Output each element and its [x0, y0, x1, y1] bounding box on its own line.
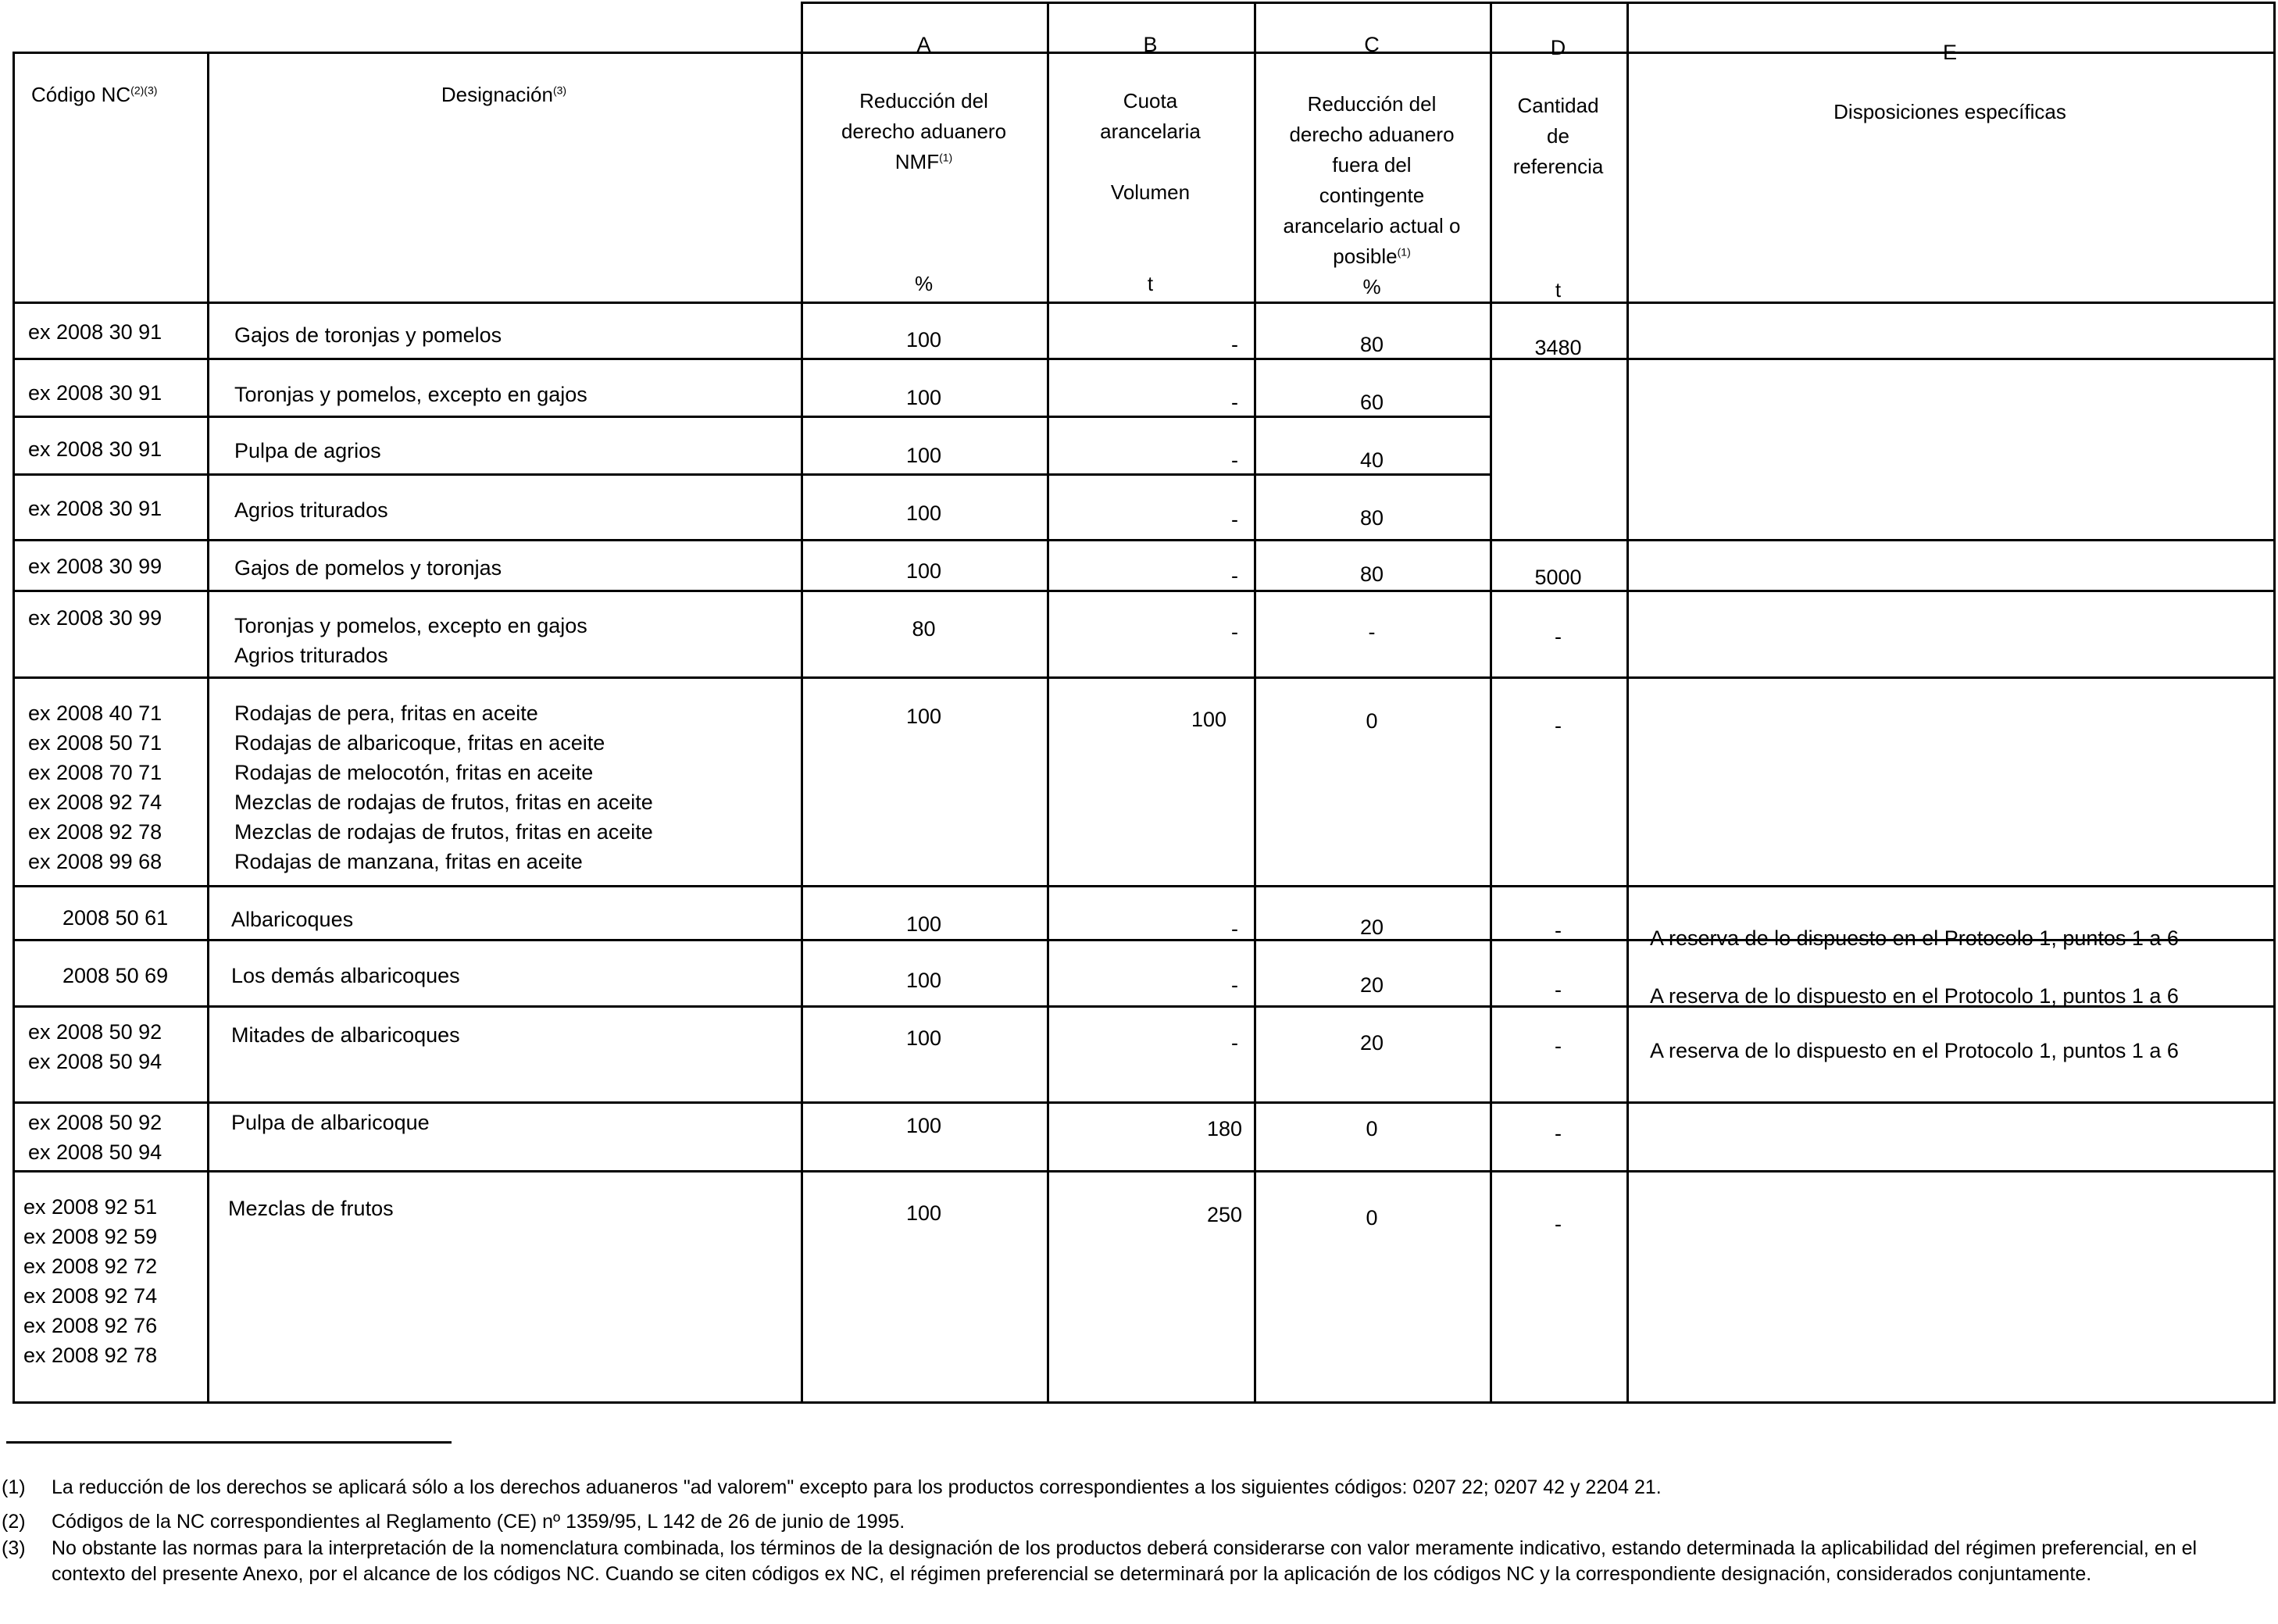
row-a-value: 100 — [905, 444, 942, 467]
row-a-value: 100 — [905, 386, 942, 409]
row-d-value: - — [1555, 1034, 1562, 1058]
rule — [2273, 2, 2276, 1404]
row-designation: Toronjas y pomelos, excepto en gajos Agrios triturados — [234, 614, 587, 667]
row-d-value: 3480 — [1534, 336, 1582, 359]
row-c-value: 80 — [1359, 333, 1384, 356]
footnote-number: (3) — [2, 1537, 26, 1559]
header-a-label: Reducción del derecho aduanero NMF — [841, 89, 1007, 173]
row-d-value: - — [1555, 625, 1562, 648]
row-designation: Mezclas de frutos — [228, 1197, 394, 1220]
row-codes: ex 2008 30 91 — [28, 320, 162, 344]
row-codes: ex 2008 50 92 ex 2008 50 94 — [28, 1111, 162, 1164]
row-codes: ex 2008 30 91 — [28, 381, 162, 405]
row-codes: 2008 50 61 — [62, 906, 169, 930]
rule — [12, 1101, 2276, 1104]
row-c-value: 20 — [1359, 916, 1384, 939]
row-codes: ex 2008 50 92 ex 2008 50 94 — [28, 1020, 162, 1073]
row-b-value: - — [1231, 973, 1238, 997]
header-c-unit: % — [1362, 275, 1381, 298]
row-e-provision: A reserva de lo dispuesto en el Protocolo 1, puntos 1 a 6 — [1650, 984, 2179, 1008]
column-letter-c: C — [1364, 33, 1380, 56]
row-b-value: - — [1231, 917, 1238, 940]
row-designation: Gajos de pomelos y toronjas — [234, 556, 502, 580]
row-d-value: - — [1555, 978, 1562, 1001]
row-codes: ex 2008 92 51 ex 2008 92 59 ex 2008 92 72 ex 2008 92 74 ex 2008 92 76 ex 2008 92 78 — [23, 1195, 158, 1367]
rule — [12, 302, 2276, 304]
header-codigo-label: Código NC — [31, 83, 131, 106]
footnote-text: No obstante las normas para la interpretación de la nomenclatura combinada, los términos de la designación de los productos deberá considerarse con valor meramente indicativo, estando determinada la aplicabilidad del régimen preferencial, en el contexto del presente Anexo, por el alcance de los códigos NC. Cuando se citen códigos ex NC, el régimen preferencial se determinará por la aplicación de los códigos NC y la correspondiente designación, considerados conjuntamente. — [52, 1537, 2198, 1585]
row-e-provision: A reserva de lo dispuesto en el Protocolo 1, puntos 1 a 6 — [1650, 926, 2179, 950]
rule — [12, 1170, 2276, 1172]
footnote-text: La reducción de los derechos se aplicará sólo a los derechos aduaneros "ad valorem" excepto para los productos correspondientes a los siguientes códigos: 0207 22; 0207 42 y 2204 21. — [52, 1476, 1662, 1498]
header-a-unit: % — [914, 272, 934, 295]
row-codes: ex 2008 30 91 — [28, 437, 162, 461]
row-c-value: 0 — [1366, 1117, 1378, 1140]
rule — [12, 52, 15, 1404]
header-c — [1254, 89, 1490, 272]
row-b-value: - — [1231, 620, 1238, 644]
row-a-value: 100 — [905, 328, 942, 352]
rule — [1490, 2, 1492, 1404]
header-b: Cuota arancelaria Volumen — [1100, 89, 1201, 204]
row-a-value: 100 — [905, 559, 942, 583]
footnote-ref: (3) — [552, 84, 567, 97]
row-b-value: - — [1231, 448, 1238, 472]
row-designation: Agrios triturados — [234, 498, 388, 522]
row-c-value: - — [1368, 620, 1376, 644]
row-c-value: 0 — [1366, 709, 1378, 733]
footnote-number: (1) — [2, 1476, 26, 1498]
rule — [801, 2, 2276, 4]
row-a-value: 100 — [905, 1201, 942, 1225]
header-a — [801, 86, 1047, 177]
row-designation: Pulpa de agrios — [234, 439, 381, 462]
row-b-value: - — [1231, 508, 1238, 531]
row-designation: Toronjas y pomelos, excepto en gajos — [234, 383, 587, 406]
row-b-value: - — [1231, 391, 1238, 414]
rule — [12, 1401, 2276, 1404]
row-codes: ex 2008 40 71 ex 2008 50 71 ex 2008 70 71 ex 2008 92 74 ex 2008 92 78 ex 2008 99 68 — [28, 701, 162, 873]
rule — [207, 52, 209, 1404]
footnote-ref: (2)(3) — [130, 84, 158, 97]
header-e: Disposiciones específicas — [1833, 100, 2066, 123]
header-b-unit: t — [1147, 272, 1154, 295]
row-c-value: 80 — [1359, 562, 1384, 586]
row-c-value: 40 — [1359, 448, 1384, 472]
rule — [12, 885, 2276, 887]
footnote-3 — [2, 1536, 2270, 1622]
column-letter-e: E — [1942, 41, 1957, 64]
row-codes: ex 2008 30 99 — [28, 555, 162, 578]
header-c-label: Reducción del derecho aduanero fuera del contingente arancelario actual o posible — [1283, 92, 1461, 268]
row-a-value: 100 — [905, 969, 942, 992]
footnote-ref: (1) — [939, 151, 953, 164]
row-b-value: 180 — [1206, 1117, 1242, 1140]
row-b-value: 100 — [1191, 708, 1226, 731]
row-designation: Mitades de albaricoques — [231, 1023, 460, 1047]
header-designacion — [207, 80, 801, 110]
row-b-value: 250 — [1206, 1203, 1242, 1226]
column-letter-b: B — [1143, 33, 1158, 56]
rule — [12, 539, 2276, 541]
row-c-value: 80 — [1359, 506, 1384, 530]
row-designation: Gajos de toronjas y pomelos — [234, 323, 502, 347]
footnote-number: (2) — [2, 1511, 26, 1533]
column-letter-a: A — [916, 33, 931, 56]
row-b-value: - — [1231, 1031, 1238, 1055]
row-codes: ex 2008 30 91 — [28, 497, 162, 520]
row-c-value: 60 — [1359, 391, 1384, 414]
row-c-value: 0 — [1366, 1206, 1378, 1230]
row-a-value: 100 — [905, 705, 942, 728]
row-d-value: - — [1555, 1212, 1562, 1236]
footnote-text: Códigos de la NC correspondientes al Reglamento (CE) nº 1359/95, L 142 de 26 de junio de 1995. — [52, 1511, 905, 1533]
footnote-ref: (1) — [1397, 245, 1411, 259]
row-d-value: 5000 — [1534, 566, 1582, 589]
row-b-value: - — [1231, 564, 1238, 587]
footnote-1 — [2, 1475, 2270, 1503]
header-codigo — [31, 80, 157, 110]
row-codes: ex 2008 30 99 — [28, 606, 162, 630]
header-d-unit: t — [1555, 278, 1562, 302]
row-c-value: 20 — [1359, 973, 1384, 997]
row-e-provision: A reserva de lo dispuesto en el Protocolo 1, puntos 1 a 6 — [1650, 1039, 2179, 1062]
row-b-value: - — [1231, 333, 1238, 356]
footnote-separator — [6, 1441, 452, 1444]
row-a-value: 100 — [905, 1026, 942, 1050]
row-a-value: 100 — [905, 1114, 942, 1137]
rule — [1047, 2, 1049, 1404]
row-d-value: - — [1555, 714, 1562, 737]
row-designation: Los demás albaricoques — [231, 964, 460, 987]
row-d-value: - — [1555, 919, 1562, 942]
column-letter-d: D — [1550, 36, 1566, 59]
rule — [1626, 2, 1629, 1404]
row-designation: Rodajas de pera, fritas en aceite Rodajas de albaricoque, fritas en aceite Rodajas de melocotón, fritas en aceite Mezclas de rodajas de frutos, fritas en aceite Mezclas de rodajas de frutos, fritas en aceite Rodajas de manzana, fritas en aceite — [234, 701, 653, 873]
row-a-value: 100 — [905, 912, 942, 936]
row-designation: Pulpa de albaricoque — [231, 1111, 430, 1134]
footnote-2 — [2, 1509, 2270, 1537]
row-a-value: 80 — [912, 617, 936, 641]
row-designation: Albaricoques — [231, 908, 354, 931]
header-d: Cantidad de referencia — [1512, 94, 1604, 178]
rule — [12, 676, 2276, 679]
row-d-value: - — [1555, 1122, 1562, 1145]
header-designacion-label: Designación — [441, 83, 553, 106]
row-a-value: 100 — [905, 501, 942, 525]
row-c-value: 20 — [1359, 1031, 1384, 1055]
row-codes: 2008 50 69 — [62, 964, 169, 987]
